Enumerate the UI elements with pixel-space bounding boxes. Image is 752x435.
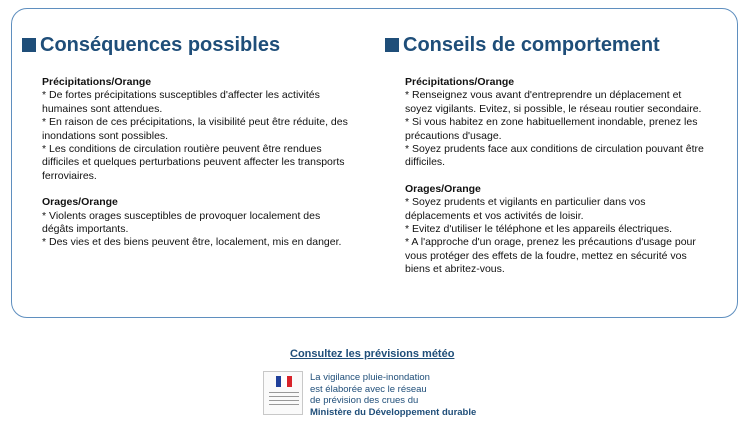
consequences-section-orages (42, 196, 367, 250)
credit-line: de prévision des crues du (310, 395, 419, 406)
consequences-heading (22, 33, 367, 57)
text-line: déplacements et vos activités de loisir. (405, 209, 584, 222)
square-bullet-icon (385, 38, 399, 52)
text-line: * Soyez prudents face aux conditions de circulation pouvant être (405, 143, 704, 156)
section-title: Précipitations/Orange (405, 76, 515, 88)
conseils-column (385, 9, 725, 277)
credit-line: La vigilance pluie-inondation (310, 372, 430, 383)
text-line: * Des vies et des biens peuvent être, localement, mis en danger. (42, 236, 342, 249)
conseils-heading (385, 33, 725, 57)
text-line: difficiles et quelques perturbations peuvent affecter les transports (42, 156, 345, 169)
text-line: * En raison de ces précipitations, la visibilité peut être réduite, des (42, 116, 348, 129)
text-line: * Violents orages susceptibles de provoquer localement des (42, 209, 321, 222)
text-line: * Renseignez vous avant d'entreprendre un déplacement et (405, 89, 682, 102)
text-line: vous protéger des effets de la foudre, mettez en sécurité vos (405, 249, 687, 262)
text-line: soyez vigilants. Evitez, si possible, le réseau routier secondaire. (405, 102, 702, 115)
consequences-heading-text: Conséquences possibles (40, 33, 281, 56)
text-line: * Soyez prudents et vigilants en particulier dans vos (405, 196, 646, 209)
consequences-section-precipitations (42, 76, 367, 183)
credit-line: est élaborée avec le réseau (310, 383, 427, 395)
ministry-text-lines (269, 392, 299, 408)
conseils-section-orages (405, 183, 725, 277)
text-line: humaines sont attendues. (42, 102, 163, 115)
text-line: inondations sont possibles. (42, 129, 169, 142)
forecast-link[interactable]: Consultez les prévisions météo (290, 348, 455, 360)
conseils-heading-text: Conseils de comportement (403, 33, 660, 56)
conseils-section-precipitations (405, 76, 725, 170)
text-line: dégâts importants. (42, 223, 129, 236)
text-line: ferroviaires. (42, 169, 97, 182)
section-title: Orages/Orange (405, 182, 481, 195)
text-line: difficiles. (405, 156, 446, 169)
french-flag-icon (276, 376, 292, 387)
vigilance-panel (11, 8, 738, 318)
consequences-column (22, 9, 367, 250)
text-line: biens et abritez-vous. (405, 263, 505, 276)
credit-line-ministry: Ministère du Développement durable (310, 406, 477, 418)
section-title: Orages/Orange (42, 196, 118, 209)
text-line: * A l'approche d'un orage, prenez les précautions d'usage pour (405, 236, 696, 249)
republique-francaise-logo-icon (263, 371, 303, 415)
text-line: * De fortes précipitations susceptibles d'affecter les activités (42, 89, 320, 102)
square-bullet-icon (22, 38, 36, 52)
text-line: précautions d'usage. (405, 129, 502, 142)
text-line: * Si vous habitez en zone habituellement inondable, prenez les (405, 116, 698, 129)
text-line: * Evitez d'utiliser le téléphone et les appareils électriques. (405, 223, 672, 236)
vigilance-credit (310, 372, 476, 418)
section-title: Précipitations/Orange (42, 76, 152, 88)
text-line: * Les conditions de circulation routière peuvent être rendues (42, 143, 322, 156)
